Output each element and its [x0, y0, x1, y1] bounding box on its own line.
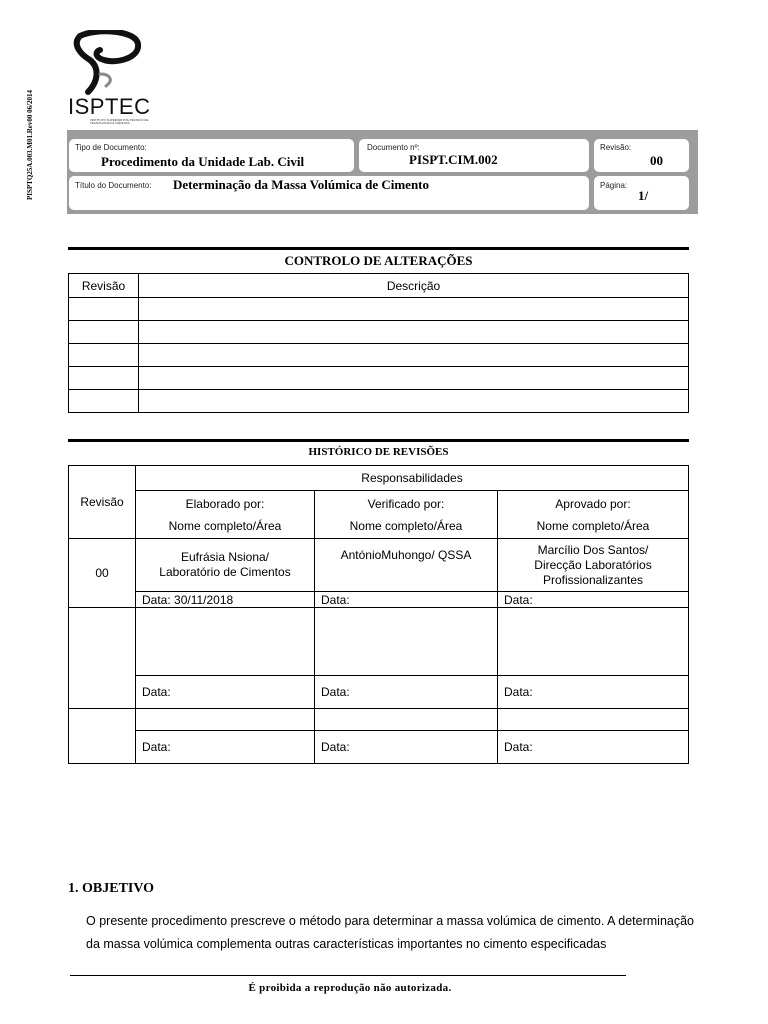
data-elaborado-3: Data: — [136, 731, 315, 764]
table-row — [69, 367, 689, 390]
historico-col-revisao: Revisão — [69, 466, 136, 539]
titulo-box — [69, 176, 589, 210]
document-side-code: PISPTQ25A.003.M01.Rev00 06/2014 — [26, 89, 34, 200]
objetivo-heading: 1. OBJETIVO — [68, 881, 155, 896]
elaborado-nome-area: Nome completo/Área — [168, 518, 282, 533]
isptec-logo — [62, 28, 152, 128]
controlo-top-rule — [68, 247, 689, 250]
verificado-label: Verificado por: — [367, 496, 445, 511]
controlo-title: CONTROLO DE ALTERAÇÕES — [284, 253, 473, 268]
pagina-value: 1/ — [638, 188, 649, 203]
table-row — [69, 344, 689, 367]
historico-header-row — [69, 491, 689, 539]
document-header — [67, 130, 698, 214]
historico-responsabilidades: Responsabilidades — [136, 466, 689, 491]
table-row — [69, 539, 689, 592]
logo-mark-icon — [66, 30, 146, 96]
titulo-value: Determinação da Massa Volúmica de Cimento — [173, 177, 430, 192]
elaborado-cell — [136, 539, 315, 592]
controlo-table — [68, 273, 689, 413]
controlo-col-revisao: Revisão — [69, 274, 139, 298]
aprovado-header — [498, 491, 689, 539]
data-aprovado: Data: — [498, 592, 689, 608]
objetivo-paragraph: O presente procedimento prescreve o método para determinar a massa volúmica de cimento. A determinação da massa volúmica complementa outras características importantes no cimento especificadas — [86, 914, 694, 951]
historico-table — [68, 465, 689, 764]
historico-resp-row — [69, 466, 689, 491]
data-elaborado: Data: 30/11/2018 — [136, 592, 315, 608]
tipo-value: Procedimento da Unidade Lab. Civil — [101, 154, 305, 169]
documento-value: PISPT.CIM.002 — [409, 152, 498, 167]
table-row — [69, 676, 689, 709]
footer-notice: É proibida a reprodução não autorizada. — [248, 982, 452, 994]
table-row — [69, 608, 689, 676]
data-aprovado-3: Data: — [498, 731, 689, 764]
data-verificado-3: Data: — [315, 731, 498, 764]
pagina-box — [594, 176, 689, 210]
elaborado-header — [136, 491, 315, 539]
documento-label: Documento nº: — [367, 143, 420, 152]
verificado-nome-area: Nome completo/Área — [349, 518, 463, 533]
historico-title: HISTÓRICO DE REVISÕES — [308, 446, 449, 458]
aprovado-dept-1: Direcção Laboratórios — [534, 557, 652, 572]
tipo-label: Tipo de Documento: — [75, 143, 147, 152]
table-row — [69, 321, 689, 344]
data-verificado: Data: — [315, 592, 498, 608]
data-verificado-2: Data: — [315, 676, 498, 709]
revisao-value: 00 — [650, 153, 663, 168]
revision-00: 00 — [69, 539, 136, 608]
historico-top-rule — [68, 439, 689, 442]
controlo-header-row — [69, 274, 689, 298]
elaborado-name: Eufrásia Nsiona/ — [180, 550, 270, 564]
aprovado-dept-2: Profissionalizantes — [542, 572, 644, 587]
data-aprovado-2: Data: — [498, 676, 689, 709]
aprovado-nome-area: Nome completo/Área — [536, 518, 650, 533]
titulo-label: Título do Documento: — [75, 181, 152, 190]
pagina-label: Página: — [600, 181, 628, 190]
elaborado-label: Elaborado por: — [185, 496, 265, 511]
elaborado-dept: Laboratório de Cimentos — [159, 565, 291, 579]
aprovado-cell — [498, 539, 689, 592]
data-elaborado-2: Data: — [136, 676, 315, 709]
verificado-header — [315, 491, 498, 539]
documento-box — [359, 139, 589, 172]
table-row — [69, 709, 689, 731]
aprovado-name: Marcílio Dos Santos/ — [537, 542, 649, 557]
footer-rule — [70, 975, 626, 976]
table-row — [69, 592, 689, 608]
logo-brand-text: ISPTEC — [68, 94, 151, 119]
aprovado-label: Aprovado por: — [555, 496, 631, 511]
table-row — [69, 731, 689, 764]
revisao-label: Revisão: — [600, 143, 632, 152]
table-row — [69, 298, 689, 321]
controlo-col-descricao: Descrição — [139, 274, 689, 298]
tipo-box — [69, 139, 354, 172]
table-row — [69, 390, 689, 413]
verificado-name: AntónioMuhongo/ QSSA — [315, 539, 498, 592]
logo-tagline: INSTITUTO SUPERIOR POLITÉCNICO DE TECNOLOGIAS E CIÊNCIAS — [90, 118, 149, 126]
revisao-box — [594, 139, 689, 172]
